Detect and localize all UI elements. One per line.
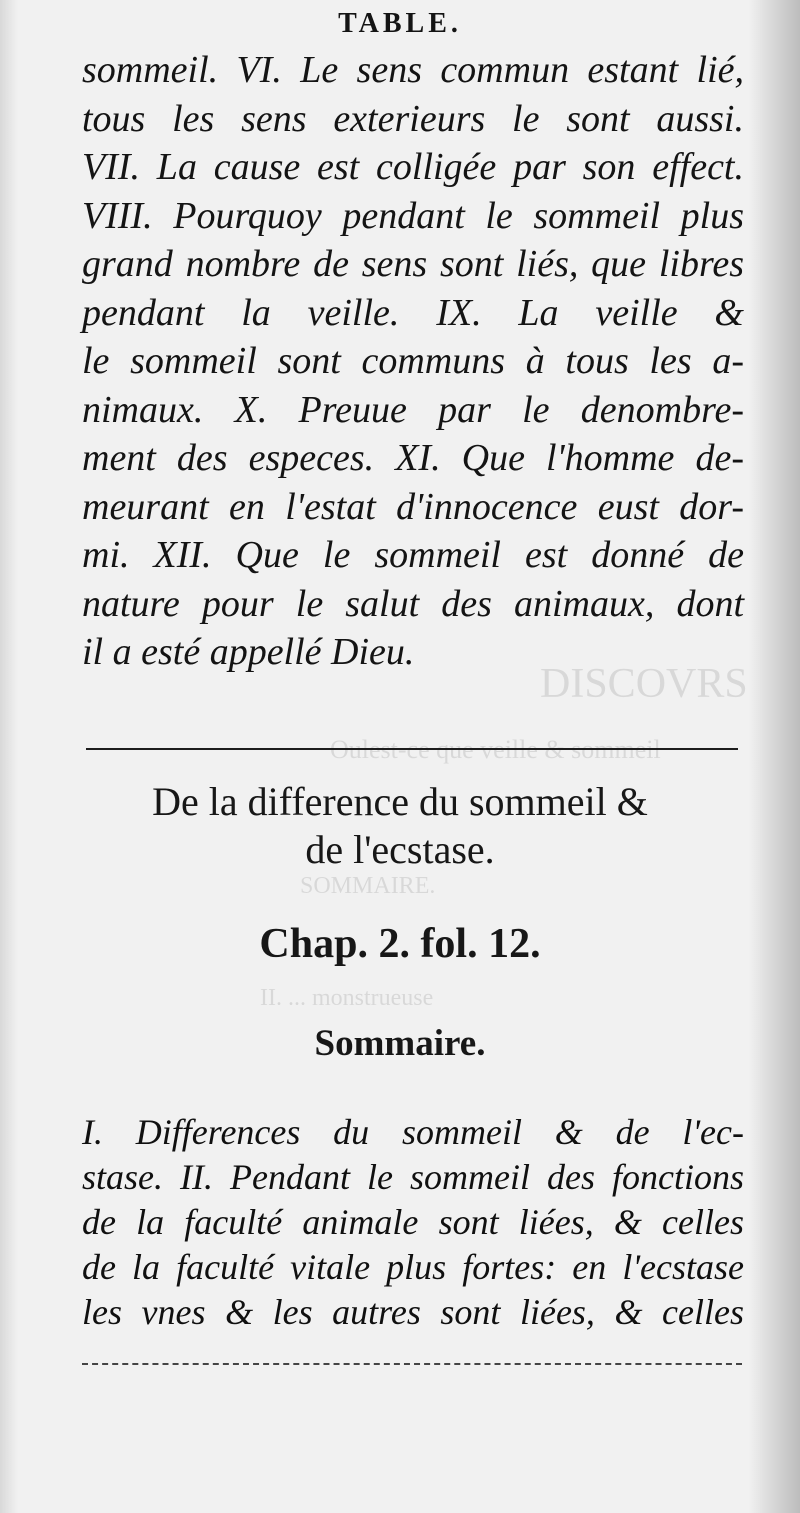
section-rule <box>86 748 738 750</box>
text-line: stase. II. Pendant le sommeil des fonctions <box>82 1157 744 1197</box>
text-line: sommeil. VI. Le sens commun estant lié, <box>82 49 744 91</box>
text-line: tous les sens exterieurs le sont aussi. <box>82 97 744 140</box>
text-line: grand nombre de sens sont liés, que libres <box>82 243 744 285</box>
chapter-reference: Chap. 2. fol. 12. <box>259 921 541 967</box>
show-through-line: SOMMAIRE. <box>300 873 436 899</box>
text-line: le sommeil sont communs à tous les a- <box>82 340 744 382</box>
text-line: nimaux. X. Preuue par le denombre- <box>82 388 744 431</box>
text-line: mi. XII. Que le sommeil est donné de <box>82 534 744 576</box>
text-line: il a esté appellé Dieu. <box>82 631 415 673</box>
text-line: meurant en l'estat d'innocence eust dor- <box>82 485 744 528</box>
show-through-line: DISCOVRS <box>540 661 748 707</box>
page-edge-shadow <box>748 0 800 1513</box>
running-head: TABLE. <box>338 8 462 39</box>
table-text-block <box>82 46 744 677</box>
summary-text-block <box>82 1110 744 1335</box>
page-gutter-shadow <box>0 0 18 1513</box>
show-through-line: Oulest-ce que veille & sommeil <box>330 735 661 764</box>
text-line: pendant la veille. IX. La veille & <box>82 291 744 334</box>
text-line: I. Differences du sommeil & de l'ec- <box>82 1112 744 1152</box>
text-line: de la faculté animale sont liées, & celles <box>82 1202 744 1242</box>
summary-title: Sommaire. <box>314 1023 486 1064</box>
bottom-rule <box>82 1363 742 1365</box>
text-line: de la faculté vitale plus fortes: en l'ecstase <box>82 1247 744 1287</box>
text-line: les vnes & les autres sont liées, & celles <box>82 1292 744 1332</box>
text-line: ment des especes. XI. Que l'homme de- <box>82 437 744 479</box>
show-through-line: II. ... monstrueuse <box>260 985 434 1011</box>
section-heading: De la difference du sommeil & <box>152 779 648 824</box>
text-line: nature pour le salut des animaux, dont <box>82 582 744 625</box>
text-line: VII. La cause est colligée par son effect. <box>82 146 744 188</box>
section-heading-continuation: de l'ecstase. <box>305 827 495 872</box>
text-line: VIII. Pourquoy pendant le sommeil plus <box>82 194 744 237</box>
